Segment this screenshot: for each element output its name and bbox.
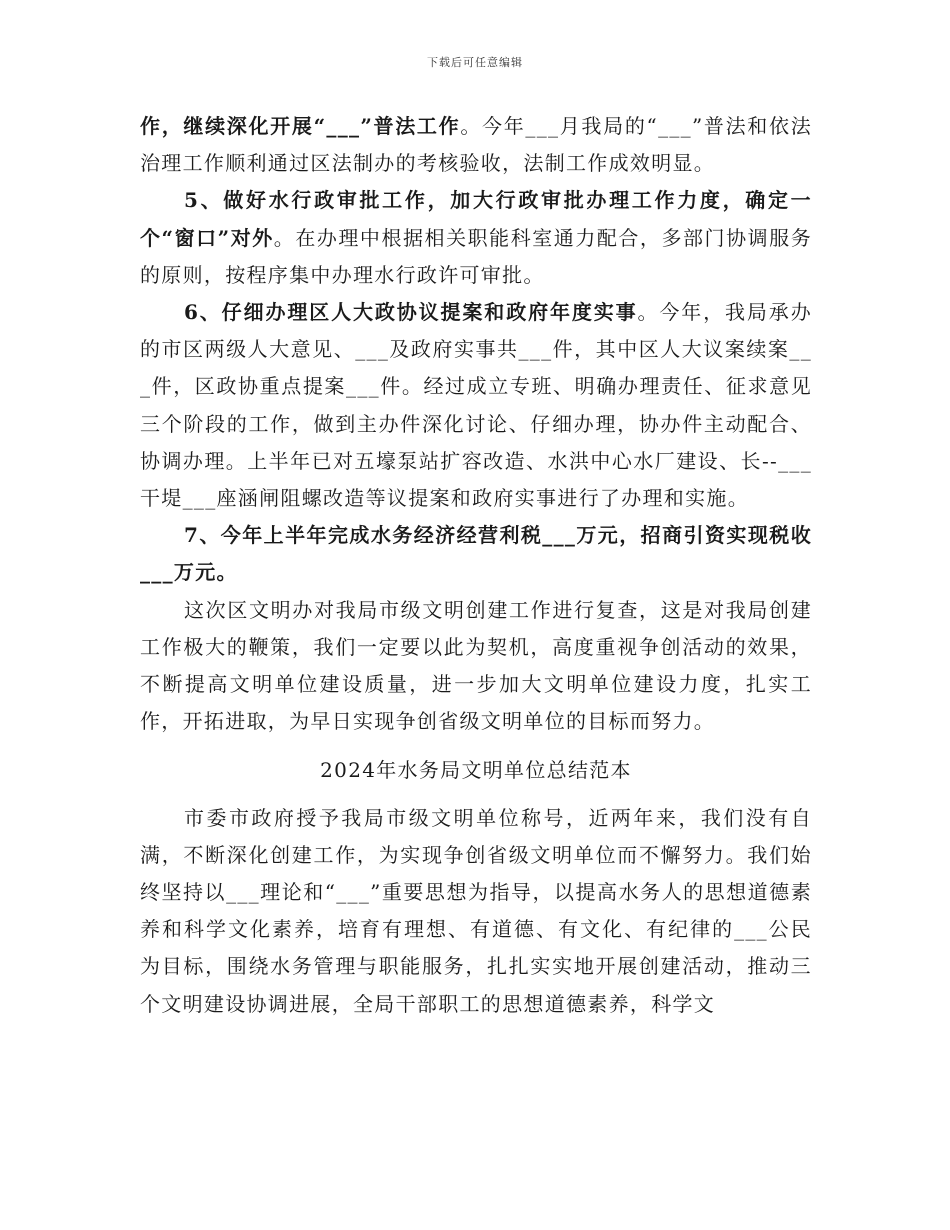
paragraph-bold-lead: 6、仔细办理区人大政协议提案和政府年度实事 xyxy=(184,300,638,325)
paragraph-conclusion: 这次区文明办对我局市级文明创建工作进行复查，这是对我局创建工作极大的鞭策，我们一定要以此为契机，高度重视争创活动的效果，不断提高文明单位建设质量，进一步加大文明单位建设力度，扎实工作，开拓进取，为早日实现争创省级文明单位的目标而努力。 xyxy=(140,597,812,734)
page-header-note: 下载后可任意编辑 xyxy=(427,56,523,69)
paragraph-text: 。在办理中根据相关职能科室通力配合，多部门协调服务的原则，按程序集中办理水行政许可审批。 xyxy=(140,225,813,287)
paragraph-bold-lead: 5、做好水行政审批工作，加大行政审批办理工作力度，确定一个“窗口”对外 xyxy=(140,188,812,250)
paragraph-item-6 xyxy=(140,294,812,517)
paragraph-item-5 xyxy=(140,182,812,294)
paragraph-text: 。今年___月我局的“___”普法和依法治理工作顺利通过区法制办的考核验收，法制工作成效明显。 xyxy=(140,114,812,176)
paragraph-item-7: 7、今年上半年完成水务经济经营利税___万元，招商引资实现税收___万元。 xyxy=(140,523,812,585)
paragraph-legal-work xyxy=(140,108,812,182)
section-body-paragraph: 市委市政府授予我局市级文明单位称号，近两年来，我们没有自满，不断深化创建工作，为实现争创省级文明单位而不懈努力。我们始终坚持以___理论和“___”重要思想为指导，以提高水务人的思想道德素养和科学文化素养，培育有理想、有道德、有文化、有纪律的___公民为目标，围绕水务管理与职能服务，扎扎实实地开展创建活动，推动三个文明建设协调进展，全局干部职工的思想道德素养，科学文 xyxy=(140,805,812,1016)
document-body xyxy=(140,108,812,1023)
section-title: 2024年水务局文明单位总结范本 xyxy=(320,758,632,783)
paragraph-bold-lead: 作，继续深化开展“___”普法工作 xyxy=(140,114,461,138)
paragraph-text: 。今年，我局承办的市区两级人大意见、___及政府实事共___件，其中区人大议案续案___件，区政协重点提案___件。经过成立专班、明确办理责任、征求意见三个阶段的工作，做到主办件深化讨论、仔细办理，协办件主动配合、协调办理。上半年已对五壕泵站扩容改造、水洪中心水厂建设、长--___干堤___座涵闸阻螺改造等议提案和政府实事进行了办理和实施。 xyxy=(140,300,812,511)
